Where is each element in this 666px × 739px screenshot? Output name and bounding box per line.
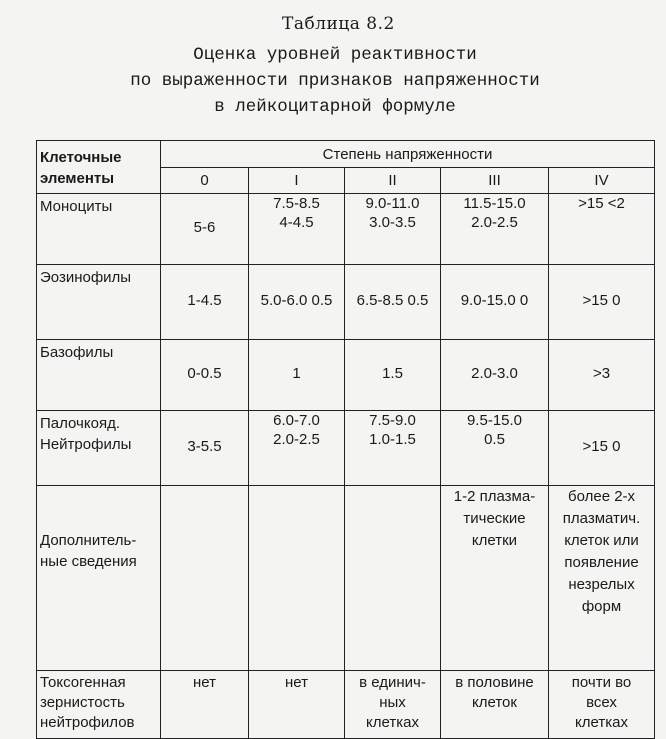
table-row-band-neutrophils [37,411,655,486]
title-line-2: по выраженности признаков напряженности [130,71,540,91]
cell-additional-4-line-5: незрелых [568,576,635,593]
table-number: Таблица 8.2 [282,14,395,34]
table-row-monocytes [37,194,655,265]
cell-band-2-a: 7.5-9.0 [369,412,416,429]
cell-additional-3-line-2: тические [463,510,526,527]
header-level-2: II [345,168,441,194]
cell-band-3 [441,411,549,486]
row-name-band-neutrophils [37,411,161,486]
cell-eosinophils-1: 5.0-6.0 0.5 [249,265,345,340]
cell-additional-4-line-2: плазматич. [562,510,641,527]
cell-additional-4 [549,486,655,671]
row-name-toxic-line-2: зернистость [40,694,125,711]
cell-toxic-4-line-3: клетках [575,714,628,731]
header-level-4: IV [549,168,655,194]
header-row-group [37,141,655,168]
cell-eosinophils-3: 9.0-15.0 0 [441,265,549,340]
cell-eosinophils-4: >15 0 [549,265,655,340]
cell-band-2 [345,411,441,486]
cell-band-4: >15 0 [549,411,655,486]
cell-additional-3 [441,486,549,671]
cell-toxic-2-line-2: ных [379,694,406,711]
title-line-1: Оценка уровней реактивности [193,45,477,65]
cell-toxic-1: нет [249,671,345,739]
row-name-eosinophils: Эозинофилы [37,265,161,340]
cell-monocytes-1-b: 4-4.5 [279,214,314,231]
cell-band-1-a: 6.0-7.0 [273,412,320,429]
cell-additional-2 [345,486,441,671]
row-name-toxic-line-1: Токсогенная [40,674,126,691]
cell-toxic-4 [549,671,655,739]
cell-toxic-2-line-1: в единич- [359,674,426,691]
cell-band-1-b: 2.0-2.5 [273,431,320,448]
cell-monocytes-3-a: 11.5-15.0 [463,195,526,212]
cell-additional-4-line-1: более 2-х [568,488,636,505]
cell-additional-4-line-4: появление [564,554,639,571]
row-name-toxic [37,671,161,739]
table-row-additional [37,486,655,671]
cell-additional-3-line-1: 1-2 плазма- [453,488,536,505]
cell-additional-1 [249,486,345,671]
cell-additional-3-line-3: клетки [471,532,518,549]
cell-eosinophils-2: 6.5-8.5 0.5 [345,265,441,340]
cell-monocytes-2-b: 3.0-3.5 [369,214,416,231]
cell-band-3-b: 0.5 [484,431,505,448]
header-cell-degree: Степень напряженности [161,141,655,168]
cell-band-1 [249,411,345,486]
cell-monocytes-0: 5-6 [161,194,249,265]
cell-monocytes-4: >15 <2 [549,194,655,265]
title-line-3: в лейкоцитарной формуле [214,97,456,117]
row-name-band-line-1: Палочкояд. [40,415,120,432]
cell-monocytes-1-a: 7.5-8.5 [273,195,320,212]
cell-toxic-2 [345,671,441,739]
cell-additional-4-line-6: форм [581,598,622,615]
cell-toxic-3: в половине клеток [441,671,549,739]
cell-monocytes-3 [441,194,549,265]
row-name-basophils: Базофилы [37,340,161,411]
cell-additional-4-line-3: клеток или [564,532,639,549]
cell-monocytes-2 [345,194,441,265]
cell-additional-0 [161,486,249,671]
header-level-1: I [249,168,345,194]
cell-toxic-0: нет [161,671,249,739]
header-cell-elements [37,141,161,194]
cell-band-2-b: 1.0-1.5 [369,431,416,448]
cell-basophils-4: >3 [549,340,655,411]
row-name-monocytes: Моноциты [37,194,161,265]
row-name-toxic-line-3: нейтрофилов [40,714,135,731]
header-elements-line-1: Клеточные [40,149,122,166]
row-name-additional-line-1: Дополнитель- [40,532,137,549]
row-name-additional [37,486,161,671]
header-level-0: 0 [161,168,249,194]
header-elements-line-2: элементы [40,170,115,187]
cell-basophils-3: 2.0-3.0 [441,340,549,411]
table-row-basophils [37,340,655,411]
cell-monocytes-2-a: 9.0-11.0 [365,195,420,212]
cell-basophils-1: 1 [249,340,345,411]
table-row-eosinophils [37,265,655,340]
cell-basophils-2: 1.5 [345,340,441,411]
row-name-band-line-2: Нейтрофилы [40,436,132,453]
cell-toxic-2-line-3: клетках [366,714,419,731]
cell-basophils-0: 0-0.5 [161,340,249,411]
row-name-additional-line-2: ные сведения [40,553,137,570]
reactivity-table [36,140,655,739]
header-level-3: III [441,168,549,194]
cell-eosinophils-0: 1-4.5 [161,265,249,340]
table-row-toxic [37,671,655,739]
cell-band-3-a: 9.5-15.0 [466,412,523,429]
cell-monocytes-3-b: 2.0-2.5 [471,214,518,231]
cell-toxic-4-line-2: всех [586,694,617,711]
cell-monocytes-1 [249,194,345,265]
cell-toxic-4-line-1: почти во [571,674,632,691]
cell-band-0: 3-5.5 [161,411,249,486]
